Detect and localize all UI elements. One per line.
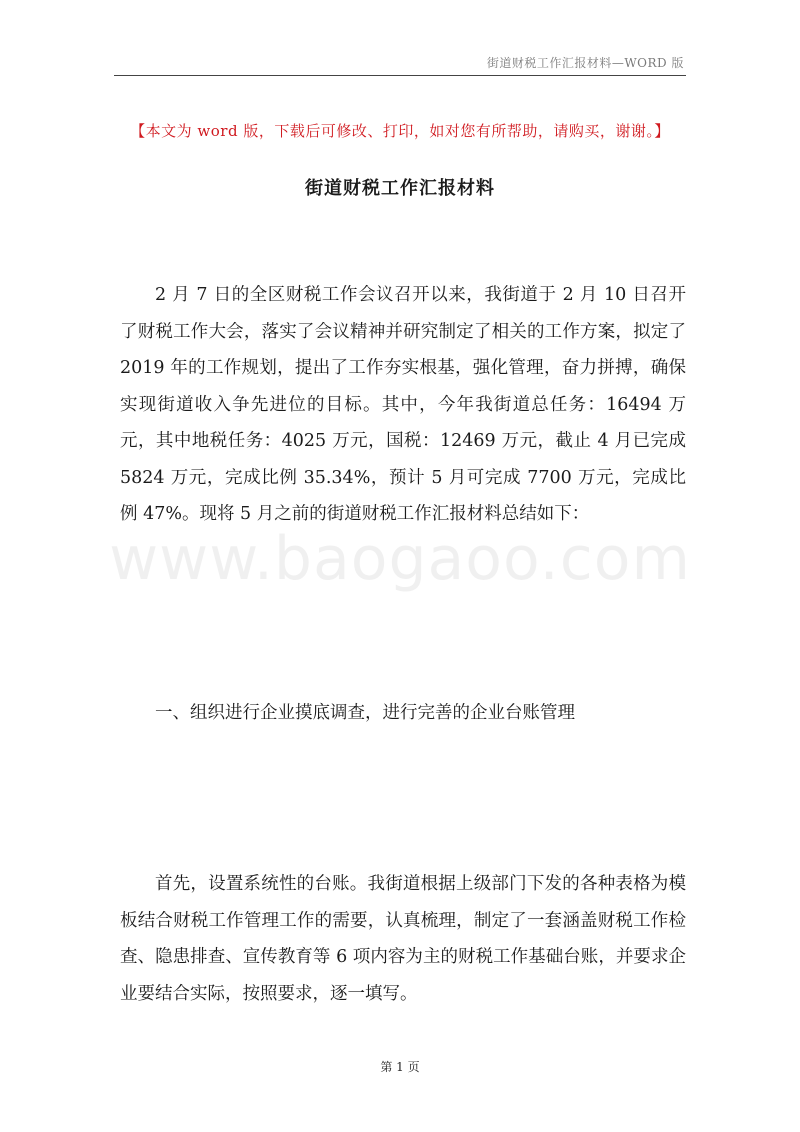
running-header-title: 街道财税工作汇报材料—WORD 版 bbox=[486, 56, 684, 70]
section-heading-1: 一、组织进行企业摸底调查，进行完善的企业台账管理 bbox=[155, 703, 575, 723]
document-title: 街道财税工作汇报材料 bbox=[305, 178, 495, 199]
page-number: 第 1 页 bbox=[380, 1060, 420, 1074]
watermark-text: www.baogaoo.com bbox=[109, 524, 691, 594]
purchase-notice: 【本文为 word 版，下载后可修改、打印，如对您有所帮助，请购买，谢谢。】 bbox=[130, 122, 670, 140]
body-paragraph-intro: 2 月 7 日的全区财税工作会议召开以来，我街道于 2 月 10 日召开了财税工作大会，落实了会议精神并研究制定了相关的工作方案，拟定了 2019 年的工作规划，提出了工作夯实根基，强化管理，奋力拼搏，确保实现街道收入争先进位的目标。其中，今年我街道总任务：16494 万元，其中地税任务：4025 万元，国税：12469 万元，截止 4 月已完成 5824 万元，完成比例 35.34%，预计 5 月可完成 7700 万元，完成比例 47%。现将 5 月之前的街道财税工作汇报材料总结如下： bbox=[120, 285, 686, 524]
header-divider bbox=[114, 75, 686, 76]
body-paragraph-ledger: 首先，设置系统性的台账。我街道根据上级部门下发的各种表格为模板结合财税工作管理工作的需要，认真梳理，制定了一套涵盖财税工作检查、隐患排查、宣传教育等 6 项内容为主的财税工作基础台账，并要求企业要结合实际，按照要求，逐一填写。 bbox=[120, 874, 686, 1004]
